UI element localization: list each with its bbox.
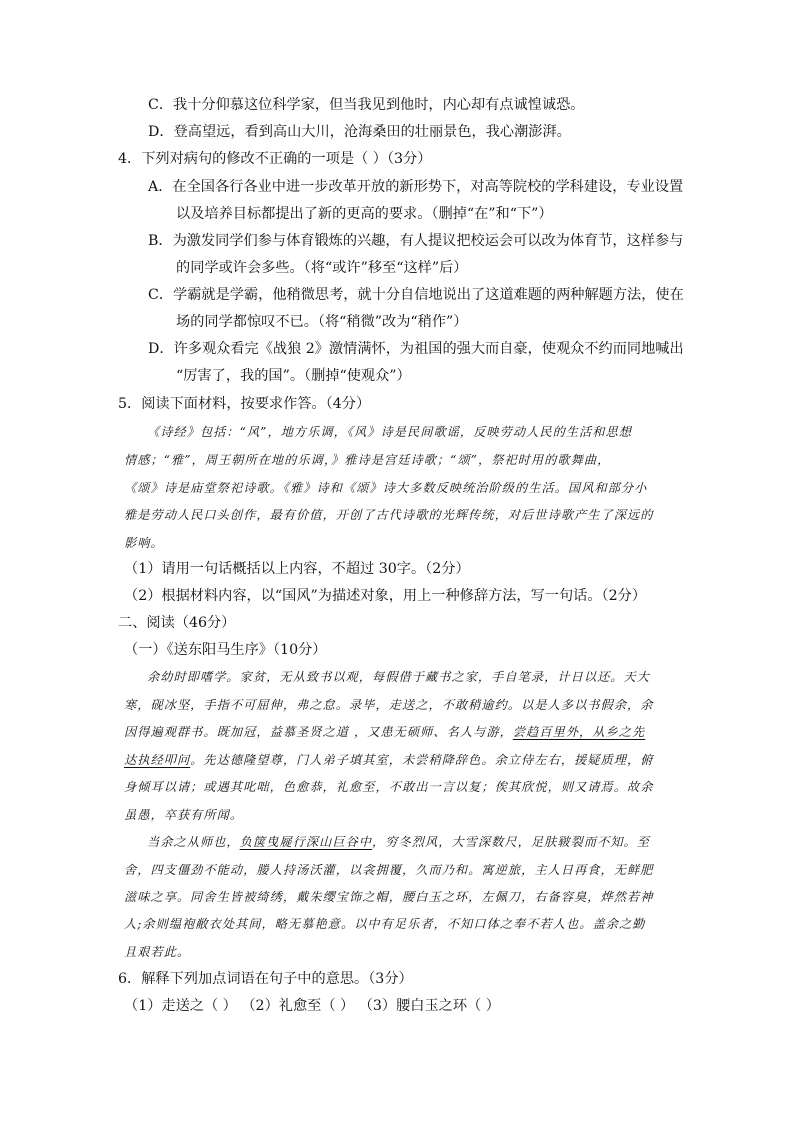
q5-sub1: （1）请用一句话概括以上内容，不超过 30字。（2分） xyxy=(124,561,470,577)
q5-material-line5: 影响。 xyxy=(124,536,164,550)
section2-heading: 二、阅读（46分） xyxy=(118,615,236,631)
q3-option-c: C．我十分仰慕这位科学家，但当我见到他时，内心却有点诚惶诚恐。 xyxy=(148,97,585,113)
q5-material-line4: 雅是劳动人民口头创作，最有价值，开创了古代诗歌的光辉传统，对后世诗歌产生了深远的 xyxy=(124,508,654,522)
q4-stem: 4．下列对病句的修改不正确的一项是（ ）（3分） xyxy=(118,151,432,167)
q5-stem: 5．阅读下面材料，按要求作答。（4分） xyxy=(118,396,371,412)
passage-p1-line3: 因得遍观群书。既加冠，益慕圣贤之道 ，又患无硕师、名人与游，尝趋百里外，从乡之先 xyxy=(124,725,646,739)
underlined-sentence-part2: 达执经叩问 xyxy=(124,753,191,767)
passage-p2-line2: 舍，四支僵劲不能动，媵人持汤沃灌，以衾拥覆，久而乃和。寓逆旅，主人日再食，无鲜肥 xyxy=(124,863,654,877)
passage-p1-line2: 寒，砚冰坚，手指不可屈伸，弗之怠。录毕，走送之，不敢稍逾约。以是人多以书假余，余 xyxy=(124,698,654,712)
q4-option-a-line2: 以及培养目标都提出了新的更高的要求。（删掉“在”和“下”） xyxy=(176,206,553,222)
q4-option-d-line2: “厉害了，我的国”。（删掉“使观众”） xyxy=(176,368,411,384)
section2-part1-title: （一）《送东阳马生序》（10分） xyxy=(124,642,327,658)
q5-material-line3: 《颂》诗是庙堂祭祀诗歌。《雅》诗和《颂》诗大多数反映统治阶级的生活。国风和部分小 xyxy=(124,481,648,495)
q4-option-c-line2: 场的同学都惊叹不已。（将“稍微”改为“稍作”） xyxy=(176,314,468,330)
passage-p1-line4: 达执经叩问。先达德隆望尊，门人弟子填其室，未尝稍降辞色。余立侍左右，援疑质理，俯 xyxy=(124,753,654,767)
q4-option-c-line1: C．学霸就是学霸，他稍微思考，就十分自信地说出了这道难题的两种解题方法，使在 xyxy=(148,287,684,303)
passage-p1-line1: 余幼时即嗜学。家贫，无从致书以观，每假借于藏书之家，手自笔录，计日以还。天大 xyxy=(147,670,651,684)
underlined-sentence-3: 负箧曳屣行深山巨谷中 xyxy=(239,835,373,849)
q4-option-a-line1: A．在全国各行各业中进一步改革开放的新形势下，对高等院校的学科建设，专业设置 xyxy=(148,179,684,195)
q4-option-b-line2: 的同学或许会多些。（将“或许”移至“这样”后） xyxy=(176,260,468,276)
passage-p1-line5: 身倾耳以请；或遇其叱咄，色愈恭，礼愈至，不敢出一言以复；俟其欣悦，则又请焉。故余 xyxy=(124,780,654,794)
passage-p1-line6: 虽愚，卒获有所闻。 xyxy=(124,808,244,822)
underlined-sentence-part1: 尝趋百里外，从乡之先 xyxy=(512,725,646,739)
q6-items: （1）走送之（ ） （2）礼愈至（ ） （3）腰白玉之环（ ） xyxy=(124,998,500,1014)
q5-sub2: （2）根据材料内容，以“国风”为描述对象，用上一种修辞方法，写一句话。（2分） xyxy=(124,588,647,604)
q5-material-line2: 情感；“雅”，周王朝所在地的乐调，》雅诗是宫廷诗歌；“颂”，祭祀时用的歌舞曲， xyxy=(124,453,611,467)
passage-p2-line1: 当余之从师也，负箧曳屣行深山巨谷中，穷冬烈风，大雪深数尺，足肤皲裂而不知。至 xyxy=(147,835,651,849)
passage-p2-line4: 人;余则缊袍敝衣处其间，略无慕艳意。以中有足乐者，不知口体之奉不若人也。盖余之勤 xyxy=(124,917,646,931)
passage-p2-line3: 滋味之享。同舍生皆被绮绣，戴朱缨宝饰之帽，腰白玉之环，左佩刀，右备容臭，烨然若神 xyxy=(124,890,654,904)
passage-p2-line5: 且艰若此。 xyxy=(124,945,191,959)
q3-option-d: D．登高望远，看到高山大川，沧海桑田的壮丽景色，我心潮澎湃。 xyxy=(148,124,571,140)
q4-option-b-line1: B．为激发同学们参与体育锻炼的兴趣，有人提议把校运会可以改为体育节，这样参与 xyxy=(148,233,684,249)
q4-option-d-line1: D．许多观众看完《战狼 2》激情满怀，为祖国的强大而自豪，使观众不约而同地喊出 xyxy=(148,341,684,357)
q6-stem: 6．解释下列加点词语在句子中的意思。（3分） xyxy=(118,971,413,987)
q5-material-line1: 《诗经》包括：“风”，地方乐调，《风》诗是民间歌谣，反映劳动人民的生活和思想 xyxy=(147,425,633,439)
